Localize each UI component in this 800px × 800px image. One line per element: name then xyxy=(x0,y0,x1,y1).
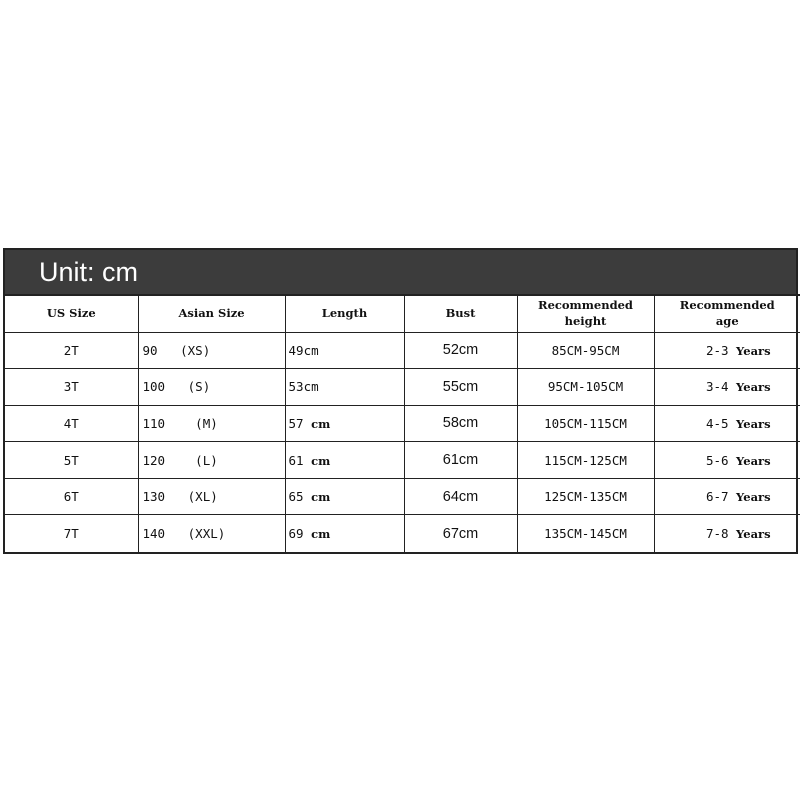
asian-size-cell: 100 (S) xyxy=(138,369,285,406)
bust-cell: 67cm xyxy=(404,515,517,552)
asian-size-cell: 120 (L) xyxy=(138,442,285,479)
asian-size-cell: 130 (XL) xyxy=(138,478,285,515)
table-row xyxy=(5,332,800,369)
length-value: 61 xyxy=(288,452,312,468)
length-value: 49 xyxy=(288,342,304,358)
header-bust: Bust xyxy=(404,295,517,332)
length-unit: cm xyxy=(303,342,319,358)
size-chart xyxy=(3,248,798,554)
age-unit: Years xyxy=(736,453,771,468)
bust-cell: 61cm xyxy=(404,442,517,479)
asian-size-cell: 90 (XS) xyxy=(138,332,285,369)
length-cell xyxy=(285,478,404,515)
length-unit: cm xyxy=(311,527,331,542)
asian-size-cell: 140 (XXL) xyxy=(138,515,285,552)
length-unit: cm xyxy=(311,453,331,468)
age-cell xyxy=(654,332,800,369)
header-length: Length xyxy=(285,295,404,332)
length-cell xyxy=(285,442,404,479)
length-value: 65 xyxy=(288,489,312,505)
height-cell: 85CM-95CM xyxy=(517,332,654,369)
age-range: 4-5 xyxy=(705,415,729,431)
length-value: 53 xyxy=(288,379,304,395)
table-row xyxy=(5,442,800,479)
age-range: 2-3 xyxy=(705,342,729,358)
us-size-cell: 6T xyxy=(5,478,138,515)
length-value: 69 xyxy=(288,526,312,542)
table-row xyxy=(5,515,800,552)
age-cell xyxy=(654,405,800,442)
age-unit: Years xyxy=(736,490,771,505)
header-recommended-age xyxy=(654,295,800,332)
us-size-cell: 2T xyxy=(5,332,138,369)
bust-cell: 58cm xyxy=(404,405,517,442)
age-cell xyxy=(654,478,800,515)
asian-size-cell: 110 (M) xyxy=(138,405,285,442)
height-cell: 115CM-125CM xyxy=(517,442,654,479)
length-unit: cm xyxy=(303,379,319,395)
length-unit: cm xyxy=(311,416,331,431)
header-asian-size: Asian Size xyxy=(138,295,285,332)
us-size-cell: 4T xyxy=(5,405,138,442)
length-unit: cm xyxy=(311,490,331,505)
bust-cell: 64cm xyxy=(404,478,517,515)
age-unit: Years xyxy=(736,380,771,395)
age-range: 7-8 xyxy=(705,526,729,542)
length-cell xyxy=(285,369,404,406)
length-cell xyxy=(285,405,404,442)
age-unit: Years xyxy=(736,416,771,431)
bust-cell: 55cm xyxy=(404,369,517,406)
age-cell xyxy=(654,442,800,479)
height-cell: 125CM-135CM xyxy=(517,478,654,515)
age-range: 6-7 xyxy=(705,489,729,505)
length-cell xyxy=(285,515,404,552)
age-unit: Years xyxy=(736,343,771,358)
header-row xyxy=(5,295,800,332)
header-recommended-age-line1: Recommended xyxy=(679,298,775,313)
age-unit: Years xyxy=(736,527,771,542)
bust-cell: 52cm xyxy=(404,332,517,369)
table-row xyxy=(5,478,800,515)
height-cell: 95CM-105CM xyxy=(517,369,654,406)
header-recommended-height-line2: height xyxy=(564,313,607,328)
length-cell xyxy=(285,332,404,369)
header-recommended-height xyxy=(517,295,654,332)
age-range: 3-4 xyxy=(705,379,729,395)
header-recommended-height-line1: Recommended xyxy=(538,298,633,313)
age-cell xyxy=(654,369,800,406)
height-cell: 105CM-115CM xyxy=(517,405,654,442)
table-row xyxy=(5,369,800,406)
height-cell: 135CM-145CM xyxy=(517,515,654,552)
unit-title: Unit: cm xyxy=(5,250,796,294)
age-range: 5-6 xyxy=(705,452,729,468)
table-row xyxy=(5,405,800,442)
us-size-cell: 5T xyxy=(5,442,138,479)
length-value: 57 xyxy=(288,415,312,431)
size-table xyxy=(5,294,800,552)
age-cell xyxy=(654,515,800,552)
us-size-cell: 7T xyxy=(5,515,138,552)
header-us-size: US Size xyxy=(5,295,138,332)
us-size-cell: 3T xyxy=(5,369,138,406)
header-recommended-age-line2: age xyxy=(715,313,739,328)
